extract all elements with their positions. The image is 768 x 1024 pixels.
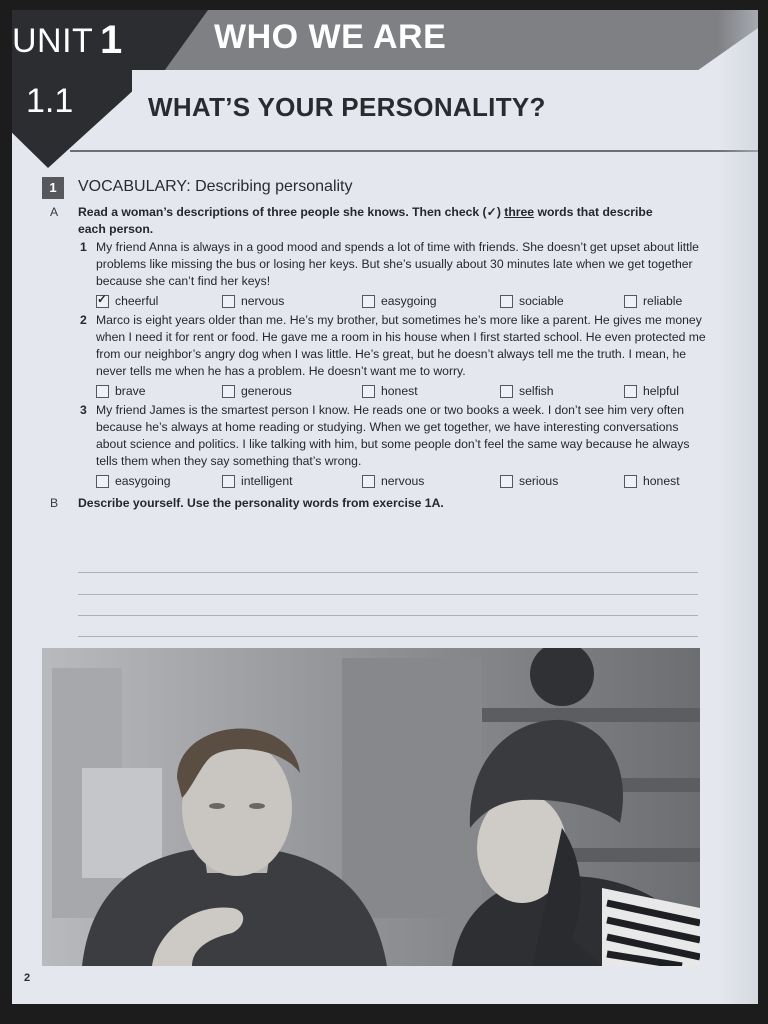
exercise-a-instruction: [78, 204, 678, 238]
option-easygoing[interactable]: [362, 292, 500, 310]
item-number: 2: [80, 313, 87, 327]
page-number: 2: [24, 972, 31, 984]
writing-line[interactable]: [78, 615, 698, 616]
checkbox[interactable]: [500, 475, 513, 488]
option-label: serious: [519, 473, 559, 488]
option-label: selfish: [519, 383, 554, 398]
checkbox[interactable]: [624, 295, 637, 308]
checkbox[interactable]: [362, 475, 375, 488]
item-text: Marco is eight years older than me. He’s my brother, but sometimes he’s more like a parent. He gives me money when I need it for rent or food. He gave me a room in his house when I first started school. He even protected me from our neighbor’s angry dog when I was little. He’s great, but he doesn’t always tell me the truth. I mean, he never tells me when he has a problem. He doesn’t want me to worry.: [96, 313, 706, 378]
checkbox[interactable]: [500, 385, 513, 398]
section-number-badge: 1: [42, 177, 64, 199]
workbook-page: [12, 10, 758, 1004]
writing-line[interactable]: [78, 636, 698, 637]
item-text: My friend James is the smartest person I know. He reads one or two books a week. I don’t see him very often because he’s always at home reading or studying. When we get together, we have interesting conversations about science and politics. I like talking with him, but some people don’t feel the same way because he always tells them when they say something that’s wrong.: [96, 403, 690, 468]
students-photo-illustration: [42, 648, 700, 966]
title-divider: [70, 150, 758, 152]
exercise-content: [12, 204, 758, 512]
option-label: easygoing: [381, 293, 437, 308]
instruction-text-end: words that describe each person.: [78, 205, 653, 236]
exercise-letter: B: [50, 496, 59, 510]
checkbox[interactable]: [362, 385, 375, 398]
option-label: sociable: [519, 293, 564, 308]
checkbox[interactable]: [96, 385, 109, 398]
section-title: VOCABULARY: Describing personality: [78, 178, 353, 195]
option-label: honest: [381, 383, 418, 398]
exercise-item-2: [12, 312, 706, 380]
option-helpful[interactable]: [624, 382, 704, 400]
checkbox[interactable]: [624, 475, 637, 488]
checkbox[interactable]: [222, 475, 235, 488]
option-easygoing[interactable]: [96, 472, 222, 490]
option-label: easygoing: [115, 473, 171, 488]
option-sociable[interactable]: [500, 292, 624, 310]
lesson-title: WHAT’S YOUR PERSONALITY?: [148, 92, 546, 122]
option-intelligent[interactable]: [222, 472, 362, 490]
option-label: intelligent: [241, 473, 293, 488]
option-nervous[interactable]: [222, 292, 362, 310]
writing-line[interactable]: [78, 594, 698, 595]
checkbox[interactable]: [222, 295, 235, 308]
instruction-underlined: three: [504, 205, 535, 219]
checkbox[interactable]: [500, 295, 513, 308]
option-label: generous: [241, 383, 292, 398]
option-honest[interactable]: [362, 382, 500, 400]
option-label: helpful: [643, 383, 679, 398]
option-brave[interactable]: [96, 382, 222, 400]
options-row-2: [12, 382, 758, 400]
options-row-1: [12, 292, 758, 310]
item-number: 3: [80, 403, 87, 417]
option-nervous[interactable]: [362, 472, 500, 490]
checkbox[interactable]: [222, 385, 235, 398]
checkbox[interactable]: [624, 385, 637, 398]
exercise-b: [12, 495, 758, 512]
item-number: 1: [80, 240, 87, 254]
option-label: reliable: [643, 293, 683, 308]
option-cheerful[interactable]: [96, 292, 222, 310]
lesson-number: 1.1: [26, 82, 74, 120]
unit-number: 1: [100, 18, 123, 62]
option-serious[interactable]: [500, 472, 624, 490]
option-generous[interactable]: [222, 382, 362, 400]
exercise-item-1: [12, 239, 706, 290]
option-label: nervous: [241, 293, 285, 308]
checkbox[interactable]: [362, 295, 375, 308]
option-label: brave: [115, 383, 146, 398]
options-row-3: [12, 472, 758, 490]
exercise-b-instruction: Describe yourself. Use the personality words from exercise 1A.: [78, 496, 444, 510]
item-text: My friend Anna is always in a good mood and spends a lot of time with friends. She doesn’t get upset about little problems like missing the bus or losing her keys. But she’s usually about 30 minutes late when we get together because she can’t find her keys!: [96, 240, 699, 288]
instruction-text: Read a woman’s descriptions of three people she knows. Then check (✓): [78, 205, 505, 219]
students-photo: [42, 648, 700, 966]
option-honest[interactable]: [624, 472, 704, 490]
writing-line[interactable]: [78, 572, 698, 573]
unit-label: UNIT: [12, 22, 94, 60]
exercise-item-3: [12, 402, 706, 470]
option-label: nervous: [381, 473, 425, 488]
exercise-a: [12, 204, 758, 238]
unit-title: WHO WE ARE: [214, 18, 447, 56]
option-selfish[interactable]: [500, 382, 624, 400]
checkbox-checked[interactable]: [96, 295, 109, 308]
option-label: honest: [643, 473, 680, 488]
option-reliable[interactable]: [624, 292, 704, 310]
exercise-letter: A: [50, 205, 59, 219]
option-label: cheerful: [115, 293, 159, 308]
checkbox[interactable]: [96, 475, 109, 488]
